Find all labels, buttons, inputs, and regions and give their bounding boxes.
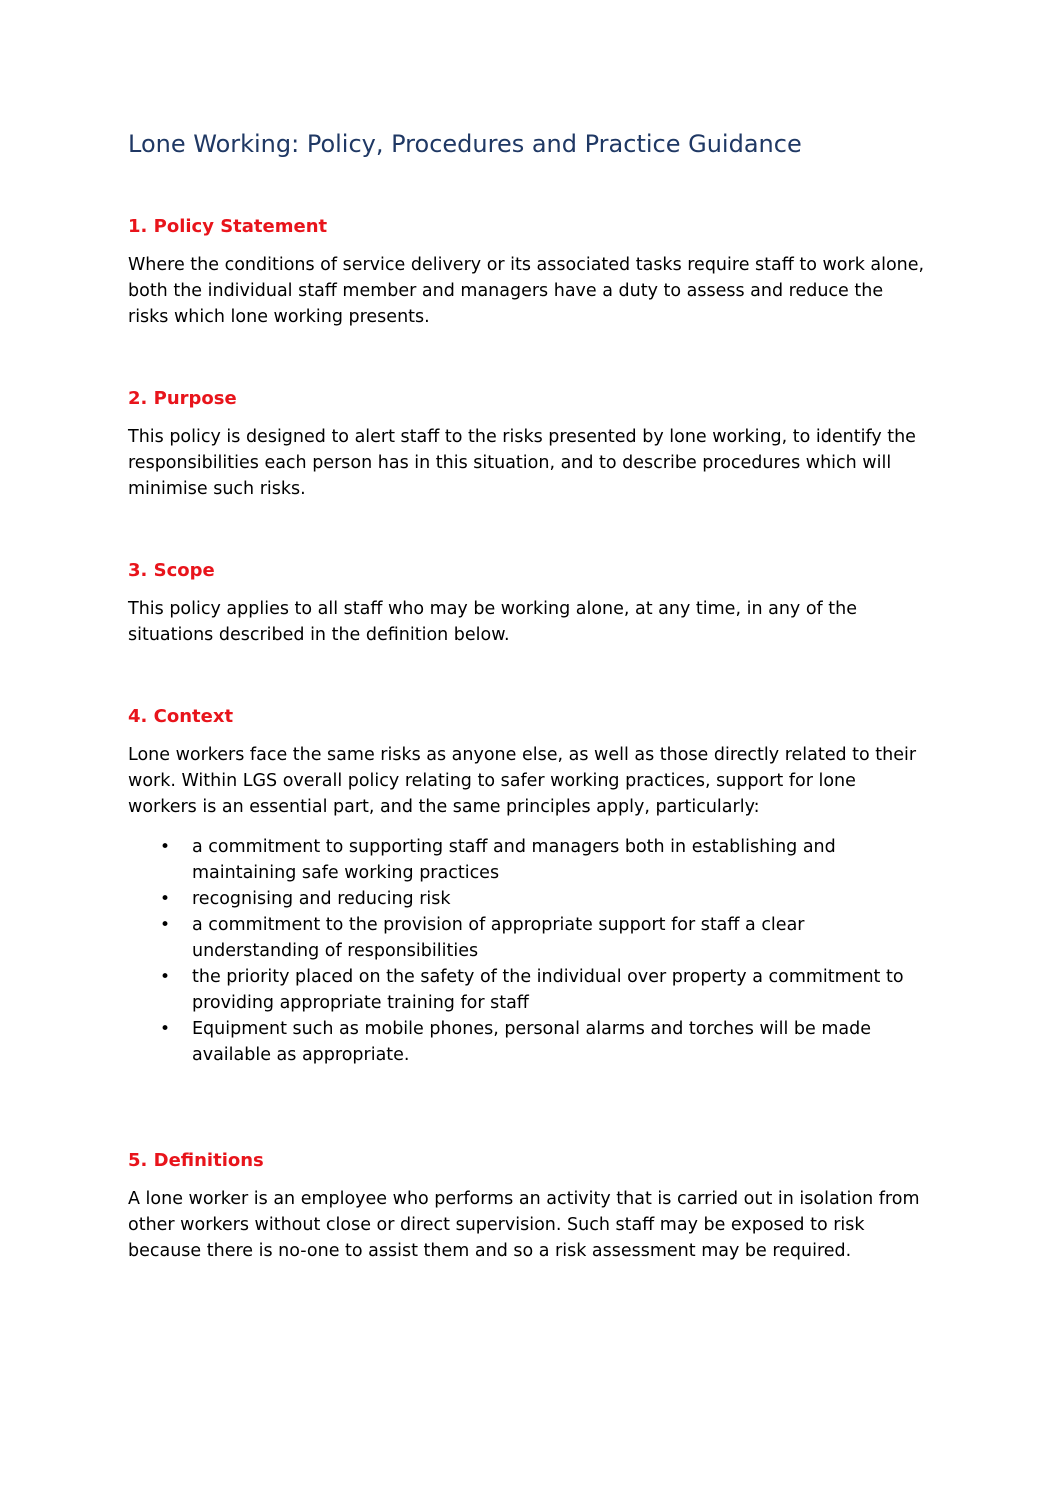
page-title: Lone Working: Policy, Procedures and Practice Guidance: [128, 130, 802, 158]
section-context: [128, 704, 928, 1068]
section-definitions: [128, 1148, 928, 1264]
list-item: [128, 1016, 928, 1068]
section-body: This policy applies to all staff who may be working alone, at any time, in any of the situations described in the definition below.: [128, 599, 857, 645]
list-item: [128, 912, 928, 964]
section-body: This policy is designed to alert staff to the risks presented by lone working, to identify the responsibilities each person has in this situation, and to describe procedures which will minimise such risks.: [128, 427, 916, 499]
bullet-icon: •: [160, 1019, 171, 1039]
list-item: [128, 886, 928, 912]
bullet-icon: •: [160, 837, 171, 857]
bullet-icon: •: [160, 967, 171, 987]
section-heading: 4. Context: [128, 706, 234, 727]
list-item-text: a commitment to supporting staff and managers both in establishing and maintaining safe working practices: [192, 837, 836, 883]
list-item: [128, 964, 928, 1016]
section-body: A lone worker is an employee who performs an activity that is carried out in isolation from other workers without close or direct supervision. Such staff may be exposed to risk because there is no-one to assist them and so a risk assessment may be required.: [128, 1189, 920, 1261]
bullet-icon: •: [160, 889, 171, 909]
bullet-icon: •: [160, 915, 171, 935]
section-heading: 1. Policy Statement: [128, 216, 328, 237]
section-body: Where the conditions of service delivery or its associated tasks require staff to work alone, both the individual staff member and managers have a duty to assess and reduce the risks which lone working presents.: [128, 255, 925, 327]
list-item: [128, 834, 928, 886]
section-heading: 3. Scope: [128, 560, 215, 581]
section-heading: 5. Definitions: [128, 1150, 264, 1171]
list-item-text: the priority placed on the safety of the individual over property a commitment to providing appropriate training for staff: [192, 967, 904, 1013]
section-purpose: [128, 386, 928, 502]
section-policy-statement: [128, 214, 928, 330]
list-item-text: a commitment to the provision of appropriate support for staff a clear understanding of responsibilities: [192, 915, 805, 961]
section-body: Lone workers face the same risks as anyone else, as well as those directly related to their work. Within LGS overall policy relating to safer working practices, support for lone workers is an essential part, and the same principles apply, particularly:: [128, 745, 917, 817]
section-scope: [128, 558, 928, 648]
section-heading: 2. Purpose: [128, 388, 237, 409]
list-item-text: Equipment such as mobile phones, personal alarms and torches will be made available as appropriate.: [192, 1019, 871, 1065]
list-item-text: recognising and reducing risk: [192, 889, 451, 909]
context-bullet-list: [128, 834, 928, 1068]
